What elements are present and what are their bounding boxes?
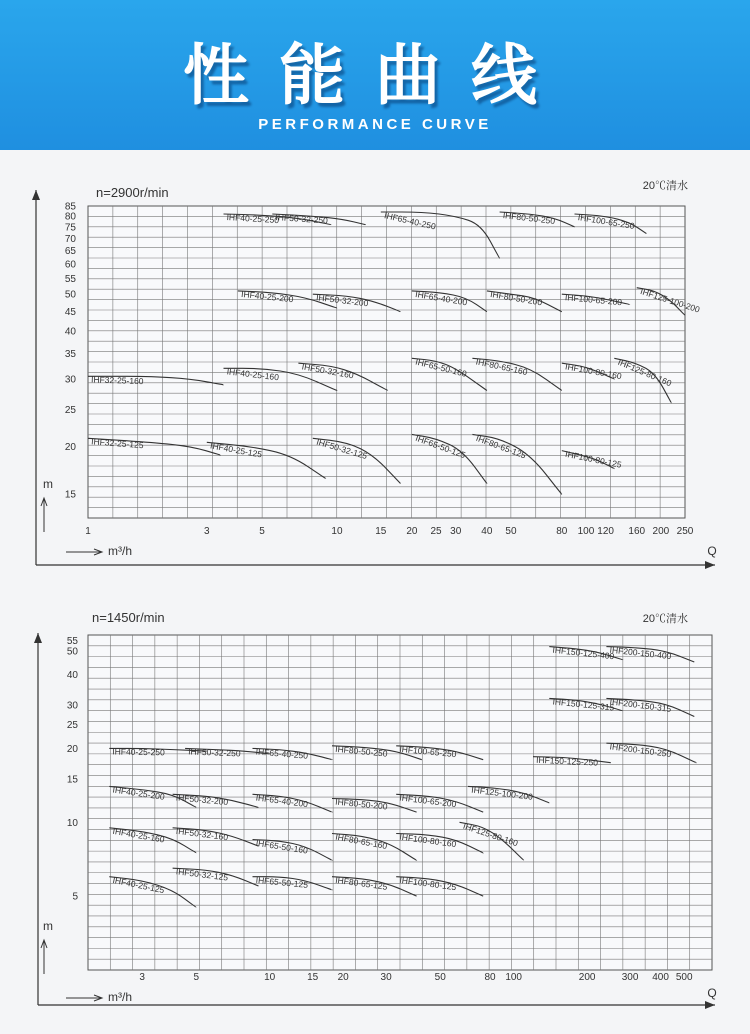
chart1-curve-label-ihf100-65-200: IHF100-65-200 — [398, 792, 457, 810]
chart1-water-note: 20℃清水 — [642, 613, 688, 625]
chart0-y-tick-label: 65 — [64, 246, 76, 258]
chart1-curve-label-ihf80-65-125: IHF80-65-125 — [334, 874, 389, 892]
chart1-curve-label-ihf65-50-160: IHF65-50-160 — [255, 837, 309, 856]
chart0-curve-label-ihf50-32-250: IHF50-32-250 — [275, 212, 329, 226]
chart0-curve-label-ihf100-65-200: IHF100-65-200 — [564, 292, 623, 308]
chart1-x-axis-arrow — [705, 1001, 715, 1009]
chart1-curve-label-ihf150-125-400: IHF150-125-400 — [552, 644, 615, 662]
chart0-x-tick-label: 1 — [85, 526, 91, 537]
chart1-curve-label-ihf80-50-200: IHF80-50-200 — [334, 796, 388, 812]
chart0-x-tick-label: 250 — [676, 526, 694, 537]
chart1-curve-label-ihf65-40-250: IHF65-40-250 — [255, 746, 309, 761]
chart0-x-tick-label: 160 — [628, 526, 646, 537]
chart1-x-axis-label: m³/h — [108, 990, 132, 1004]
chart1-q-label: Q — [707, 986, 717, 1000]
chart1-curve-label-ihf50-32-200: IHF50-32-200 — [175, 792, 229, 808]
chart0-x-tick-label: 200 — [652, 526, 670, 537]
chart1-curve-label-ihf200-150-400: IHF200-150-400 — [609, 644, 672, 662]
chart0-curve-label-ihf65-40-250: IHF65-40-250 — [383, 210, 437, 232]
chart0-x-tick-label: 15 — [375, 526, 387, 537]
chart0-y-tick-label: 60 — [64, 259, 76, 271]
chart0-speed-title: n=2900r/min — [96, 185, 169, 200]
page-subtitle: PERFORMANCE CURVE — [258, 116, 492, 133]
chart1-curve-label-ihf200-150-250: IHF200-150-250 — [609, 741, 672, 760]
chart1-curve-label-ihf125-80-160: IHF125-80-160 — [461, 820, 520, 849]
chart0-x-tick-label: 80 — [556, 526, 568, 537]
chart1-curve-label-ihf40-25-125: IHF40-25-125 — [111, 874, 166, 896]
chart1-curve-label-ihf150-125-315: IHF150-125-315 — [552, 696, 615, 713]
chart0-y-axis-label: m — [43, 477, 53, 491]
chart0-curve-label-ihf40-25-160: IHF40-25-160 — [226, 366, 280, 383]
chart1-curve-label-ihf80-65-160: IHF80-65-160 — [334, 831, 389, 852]
chart1-curve-label-ihf100-80-160: IHF100-80-160 — [398, 831, 457, 850]
chart0-x-tick-label: 120 — [597, 526, 614, 537]
chart1-curve-label-ihf100-80-125: IHF100-80-125 — [398, 874, 457, 893]
chart1-curve-label-ihf40-25-160: IHF40-25-160 — [111, 825, 166, 845]
chart1-curve-label-ihf50-32-160: IHF50-32-160 — [175, 825, 229, 843]
chart0-curve-label-ihf65-50-160: IHF65-50-160 — [414, 356, 468, 379]
chart1-curve-label-ihf65-50-125: IHF65-50-125 — [255, 874, 309, 890]
chart0-x-axis-arrow — [705, 561, 715, 569]
chart0-curve-label-ihf32-25-125: IHF32-25-125 — [90, 436, 144, 451]
chart1-x-tick-label: 3 — [139, 972, 145, 983]
chart1-x-tick-label: 10 — [264, 972, 276, 983]
chart1-curve-label-ihf125-100-200: IHF125-100-200 — [470, 784, 534, 802]
chart0-curve-label-ihf100-80-125: IHF100-80-125 — [564, 448, 623, 470]
chart0-curve-label-ihf50-32-200: IHF50-32-200 — [315, 292, 369, 309]
header-banner — [0, 0, 750, 150]
chart0-y-tick-label: 55 — [64, 273, 76, 285]
chart0-curve-label-ihf80-50-250: IHF80-50-250 — [502, 210, 556, 227]
chart1-y-tick-label: 50 — [66, 646, 78, 658]
chart1-curve-label-ihf40-25-200: IHF40-25-200 — [111, 784, 166, 802]
chart1-curve-label-ihf200-150-315: IHF200-150-315 — [609, 696, 672, 714]
chart0-x-tick-label: 30 — [450, 526, 462, 537]
chart0-x-tick-label: 5 — [259, 526, 265, 537]
chart0-y-tick-label: 85 — [64, 201, 76, 213]
chart0-y-tick-label: 50 — [64, 289, 76, 301]
chart1-y-tick-label: 25 — [66, 720, 78, 732]
chart1-x-tick-label: 20 — [337, 972, 349, 983]
chart0-y-tick-label: 20 — [64, 441, 76, 453]
chart0-water-note: 20℃清水 — [642, 180, 688, 192]
chart0-x-tick-label: 3 — [204, 526, 210, 537]
chart0-x-tick-label: 40 — [481, 526, 493, 537]
chart1-speed-title: n=1450r/min — [92, 610, 165, 625]
chart1-x-tick-label: 200 — [578, 972, 596, 983]
chart1-y-tick-label: 10 — [66, 817, 78, 829]
chart1-x-tick-label: 400 — [652, 972, 669, 983]
chart1-y-tick-label: 15 — [66, 774, 78, 786]
chart1-curve-label-ihf50-32-250: IHF50-32-250 — [188, 746, 241, 759]
chart0-x-tick-label: 50 — [505, 526, 517, 537]
chart1-y-tick-label: 5 — [72, 891, 78, 903]
chart0-y-tick-label: 80 — [64, 211, 76, 223]
chart0-x-axis-label: m³/h — [108, 544, 132, 558]
chart0-q-label: Q — [707, 544, 717, 558]
chart0-curve-label-ihf100-80-160: IHF100-80-160 — [564, 361, 623, 382]
chart0-x-tick-label: 20 — [406, 526, 418, 537]
chart1-x-tick-label: 300 — [621, 972, 639, 983]
chart1-curve-label-ihf50-32-125: IHF50-32-125 — [175, 866, 229, 883]
chart1-curve-label-ihf65-40-200: IHF65-40-200 — [255, 792, 309, 810]
chart1-y-axis-arrow — [34, 633, 42, 643]
chart1-y-tick-label: 30 — [66, 700, 78, 712]
chart0-curve-label-ihf32-25-160: IHF32-25-160 — [90, 374, 144, 387]
chart0-curve-label-ihf80-65-160: IHF80-65-160 — [475, 356, 529, 378]
chart0-y-tick-label: 25 — [64, 404, 76, 416]
chart1-curve-label-ihf100-65-250: IHF100-65-250 — [399, 743, 457, 760]
chart1-x-tick-label: 5 — [193, 972, 200, 983]
chart0-curve-label-ihf80-50-200: IHF80-50-200 — [489, 288, 543, 308]
chart1-x-tick-label: 80 — [484, 972, 496, 983]
chart0-curve-label-ihf50-32-160: IHF50-32-160 — [301, 361, 355, 381]
chart0-x-tick-label: 100 — [577, 526, 595, 537]
chart0-curve-label-ihf65-50-125: IHF65-50-125 — [414, 432, 467, 461]
chart1-y-tick-label: 55 — [66, 636, 78, 648]
chart0-curve-label-ihf40-25-125: IHF40-25-125 — [209, 440, 263, 460]
chart0-y-axis-arrow — [32, 190, 40, 200]
chart0-curve-label-ihf40-25-250: IHF40-25-250 — [226, 212, 280, 226]
chart0-y-tick-label: 70 — [64, 233, 76, 245]
chart1-x-tick-label: 50 — [434, 972, 446, 983]
page-title: 性能曲线 — [183, 37, 567, 114]
chart1-y-tick-label: 20 — [66, 743, 78, 755]
chart1-x-tick-label: 15 — [307, 972, 319, 983]
chart1-curve-label-ihf150-125-250: IHF150-125-250 — [535, 754, 599, 768]
chart0-x-tick-label: 25 — [430, 526, 442, 537]
chart0-y-tick-label: 15 — [64, 489, 76, 501]
chart0-curve-label-ihf125-100-200: IHF125-100-200 — [639, 286, 702, 315]
chart0-curve-label-ihf65-40-200: IHF65-40-200 — [414, 288, 468, 308]
performance-chart-1450 — [0, 590, 750, 1034]
chart0-x-tick-label: 10 — [331, 526, 343, 537]
chart0-y-tick-label: 35 — [64, 348, 76, 360]
chart1-curve-label-ihf80-50-250: IHF80-50-250 — [334, 743, 388, 759]
chart0-curve-label-ihf80-65-125: IHF80-65-125 — [474, 432, 528, 461]
chart1-x-tick-label: 30 — [380, 972, 392, 983]
chart0-y-tick-label: 40 — [64, 326, 76, 338]
chart0-curve-label-ihf125-80-160: IHF125-80-160 — [616, 356, 674, 389]
chart0-y-tick-label: 45 — [64, 307, 76, 319]
chart0-y-tick-label: 75 — [64, 222, 76, 234]
chart0-y-tick-label: 30 — [64, 374, 76, 386]
chart0-curve-label-ihf40-25-200: IHF40-25-200 — [240, 288, 294, 305]
chart1-y-axis-label: m — [43, 919, 53, 933]
chart1-y-tick-label: 40 — [66, 670, 78, 682]
chart1-x-tick-label: 100 — [505, 972, 523, 983]
chart0-curve-label-ihf100-65-250: IHF100-65-250 — [577, 212, 636, 232]
chart0-curve-label-ihf50-32-125: IHF50-32-125 — [315, 436, 369, 462]
chart1-curve-label-ihf40-25-250: IHF40-25-250 — [112, 746, 165, 758]
performance-chart-2900 — [0, 150, 750, 590]
chart1-x-tick-label: 500 — [675, 972, 693, 983]
